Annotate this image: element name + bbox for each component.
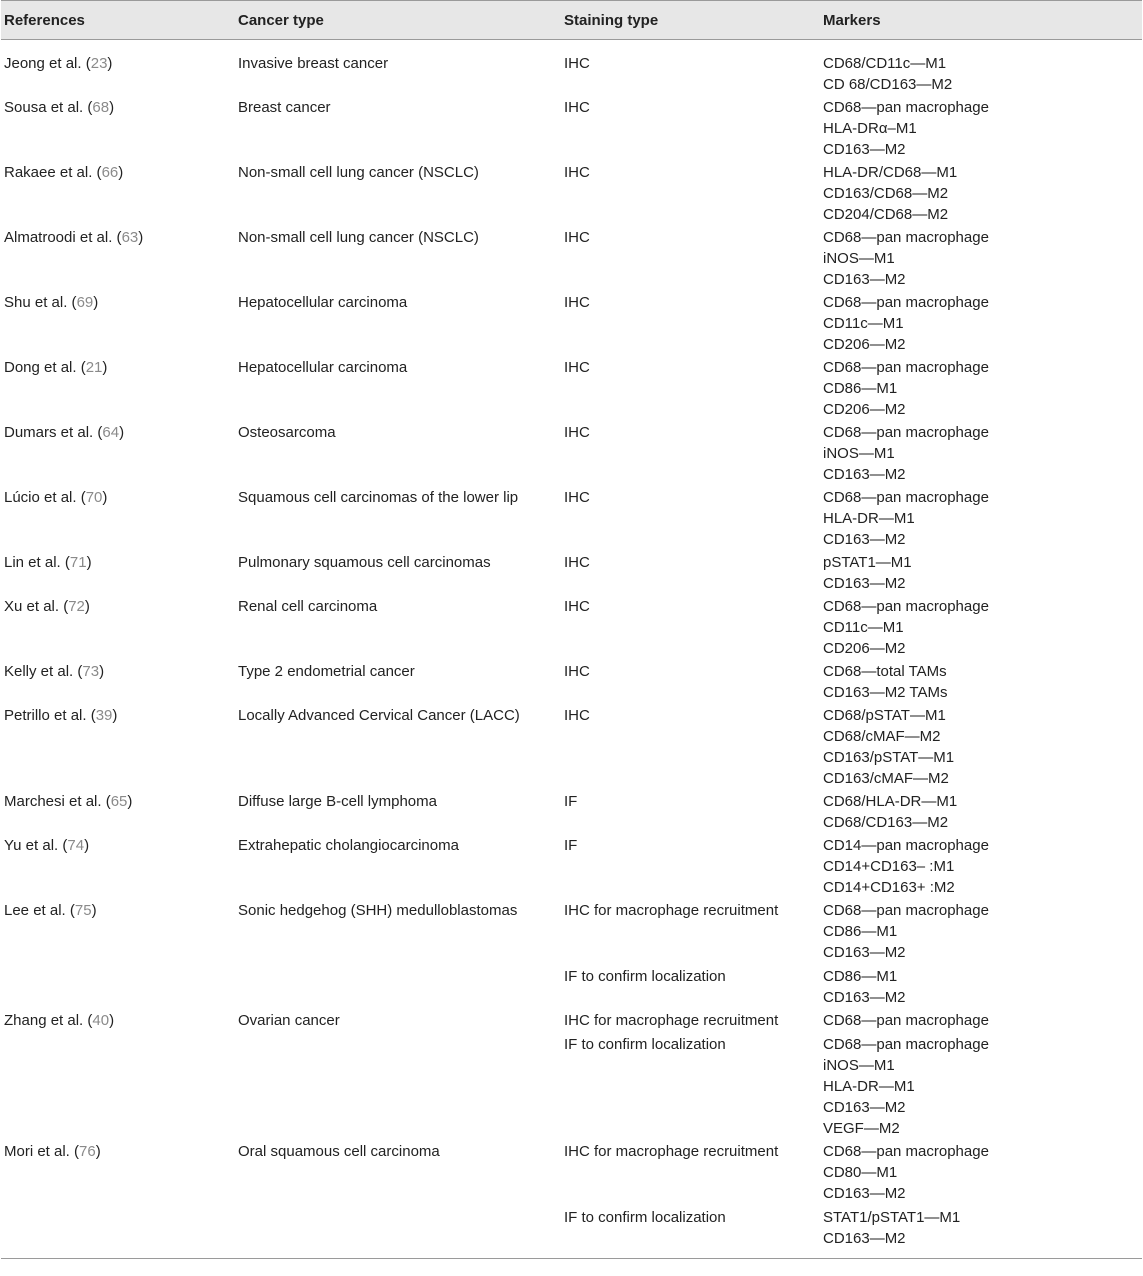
staining-type-cell: IHC [564,554,590,571]
reference-author: Yu et al. [4,837,59,854]
table-row [1,1008,1142,1031]
reference-author: Marchesi et al. [4,793,102,810]
reference-cell: Xu et al. (72) [4,598,90,615]
reference-number-link[interactable]: 40 [92,1012,110,1029]
marker-item: STAT1/pSTAT1—M1 [823,1209,961,1226]
marker-item: CD163—M2 [823,271,906,288]
marker-item: CD86—M1 [823,923,898,940]
reference-cell: Rakaee et al. (66) [4,164,124,181]
staining-type-cell: IHC [564,99,590,116]
staining-type-cell: IF [564,793,578,810]
reference-cell: Mori et al. (76) [4,1143,101,1160]
table-body [1,40,1142,1259]
marker-item: CD68—pan macrophage [823,1012,989,1029]
marker-item: CD68—pan macrophage [823,424,989,441]
cancer-type-cell: Pulmonary squamous cell carcinomas [238,554,491,571]
reference-number-link[interactable]: 63 [121,229,139,246]
marker-item: CD163/cMAF—M2 [823,770,949,787]
markers-cell [820,290,1142,355]
staining-type-cell: IHC [564,663,590,680]
table-row [1,963,1142,1008]
reference-cell: Marchesi et al. (65) [4,793,133,810]
marker-item: CD68—pan macrophage [823,359,989,376]
markers-cell [820,703,1142,789]
reference-cell: Lúcio et al. (70) [4,489,108,506]
table-row [1,789,1142,833]
staining-type-cell: IF to confirm localization [564,968,726,985]
marker-item: CD68—pan macrophage [823,99,989,116]
marker-item: CD163—M2 [823,1230,906,1247]
reference-author: Kelly et al. [4,663,74,680]
reference-number-link[interactable]: 64 [102,424,120,441]
marker-item: CD163/CD68—M2 [823,185,949,202]
marker-item: CD68/HLA-DR—M1 [823,793,958,810]
markers-cell [820,485,1142,550]
marker-item: CD68/cMAF—M2 [823,728,941,745]
staining-type-cell: IHC [564,359,590,376]
marker-item: CD11c—M1 [823,315,904,332]
table-row [1,1139,1142,1204]
table-row [1,1031,1142,1139]
reference-cell [1,1031,235,1139]
marker-item: CD86—M1 [823,968,898,985]
reference-cell [1,963,235,1008]
references-table [1,0,1142,1259]
marker-item: CD163—M2 [823,141,906,158]
table-header-row [1,1,1142,40]
cancer-type-cell: Breast cancer [238,99,331,116]
cancer-type-cell: Type 2 endometrial cancer [238,663,415,680]
table-row [1,355,1142,420]
markers-cell [820,420,1142,485]
staining-type-cell: IHC [564,294,590,311]
reference-cell: Dumars et al. (64) [4,424,125,441]
reference-author: Shu et al. [4,294,68,311]
cancer-type-cell: Non-small cell lung cancer (NSCLC) [238,164,479,181]
marker-item: CD14—pan macrophage [823,837,989,854]
reference-author: Petrillo et al. [4,707,87,724]
marker-item: CD204/CD68—M2 [823,206,949,223]
marker-item: CD163—M2 [823,531,906,548]
marker-item: CD68/CD11c—M1 [823,55,947,72]
table-row [1,594,1142,659]
marker-item: CD163—M2 [823,466,906,483]
reference-author: Zhang et al. [4,1012,84,1029]
markers-cell [820,789,1142,833]
marker-item: CD163—M2 [823,1099,906,1116]
reference-number-link[interactable]: 39 [95,707,113,724]
reference-cell: Jeong et al. (23) [4,55,113,72]
reference-author: Dumars et al. [4,424,94,441]
reference-cell: Petrillo et al. (39) [4,707,118,724]
staining-type-cell: IHC [564,598,590,615]
marker-item: CD206—M2 [823,401,906,418]
markers-cell [820,833,1142,898]
marker-item: VEGF—M2 [823,1120,900,1137]
staining-type-cell: IF to confirm localization [564,1209,726,1226]
reference-cell: Dong et al. (21) [4,359,108,376]
reference-number-link[interactable]: 68 [92,99,110,116]
reference-number-link[interactable]: 73 [82,663,100,680]
cancer-type-cell: Osteosarcoma [238,424,336,441]
marker-item: iNOS—M1 [823,1057,895,1074]
header-references: References [1,1,235,40]
reference-author: Lee et al. [4,902,66,919]
cancer-type-cell: Locally Advanced Cervical Cancer (LACC) [238,707,520,724]
cancer-type-cell: Non-small cell lung cancer (NSCLC) [238,229,479,246]
marker-item: CD 68/CD163—M2 [823,76,953,93]
header-staining-type: Staining type [561,1,820,40]
cancer-type-cell: Invasive breast cancer [238,55,389,72]
marker-item: CD68/CD163—M2 [823,814,949,831]
table-row [1,833,1142,898]
markers-cell [820,95,1142,160]
marker-item: CD163—M2 [823,944,906,961]
cancer-type-cell: Ovarian cancer [238,1012,340,1029]
cancer-type-cell [235,1031,561,1139]
marker-item: HLA-DR—M1 [823,1078,915,1095]
markers-cell [820,898,1142,963]
staining-type-cell: IHC [564,424,590,441]
marker-item: HLA-DRα–M1 [823,120,917,137]
markers-cell [820,594,1142,659]
reference-author: Rakaee et al. [4,164,93,181]
header-cancer-type: Cancer type [235,1,561,40]
cancer-type-cell: Diffuse large B-cell lymphoma [238,793,437,810]
markers-cell [820,1139,1142,1204]
cancer-type-cell: Renal cell carcinoma [238,598,378,615]
marker-item: CD14+CD163– :M1 [823,858,955,875]
reference-author: Lúcio et al. [4,489,77,506]
reference-cell: Lee et al. (75) [4,902,97,919]
reference-number-link[interactable]: 72 [68,598,85,615]
table-row [1,898,1142,963]
markers-cell [820,1008,1142,1031]
table-row [1,1204,1142,1259]
reference-number-link[interactable]: 71 [69,554,87,571]
markers-cell [820,659,1142,703]
reference-number-link[interactable]: 66 [101,164,119,181]
marker-item: CD68—pan macrophage [823,294,989,311]
reference-number-link[interactable]: 69 [76,294,94,311]
staining-type-cell: IF [564,837,578,854]
reference-cell: Sousa et al. (68) [4,99,115,116]
reference-number-link[interactable]: 70 [85,489,103,506]
table-row [1,40,1142,96]
marker-item: CD68—pan macrophage [823,1036,989,1053]
marker-item: CD11c—M1 [823,619,904,636]
staining-type-cell: IHC for macrophage recruitment [564,1012,779,1029]
reference-number-link[interactable]: 21 [85,359,103,376]
reference-cell: Lin et al. (71) [4,554,92,571]
markers-cell [820,355,1142,420]
reference-author: Xu et al. [4,598,60,615]
table-row [1,420,1142,485]
reference-author: Mori et al. [4,1143,70,1160]
table-row [1,225,1142,290]
marker-item: CD68—pan macrophage [823,902,989,919]
marker-item: CD68—pan macrophage [823,1143,989,1160]
staining-type-cell: IHC for macrophage recruitment [564,902,779,919]
markers-cell [820,550,1142,594]
marker-item: CD68—pan macrophage [823,489,989,506]
staining-type-cell: IHC [564,164,590,181]
table-row [1,550,1142,594]
markers-cell [820,963,1142,1008]
cancer-type-cell: Sonic hedgehog (SHH) medulloblastomas [238,902,518,919]
reference-cell: Kelly et al. (73) [4,663,105,680]
reference-author: Lin et al. [4,554,61,571]
markers-cell [820,40,1142,96]
marker-item: CD68—pan macrophage [823,229,989,246]
cancer-type-cell: Hepatocellular carcinoma [238,359,408,376]
markers-cell [820,1204,1142,1259]
marker-item: CD68—total TAMs [823,663,947,680]
marker-item: pSTAT1—M1 [823,554,912,571]
marker-item: CD68/pSTAT—M1 [823,707,946,724]
markers-cell [820,1031,1142,1139]
staining-type-cell: IHC [564,55,590,72]
staining-type-cell: IHC [564,707,590,724]
table-row [1,659,1142,703]
cancer-type-cell [235,1204,561,1259]
marker-item: iNOS—M1 [823,445,895,462]
staining-type-cell: IHC for macrophage recruitment [564,1143,779,1160]
cancer-type-cell: Extrahepatic cholangiocarcinoma [238,837,459,854]
marker-item: CD163/pSTAT—M1 [823,749,955,766]
marker-item: HLA-DR/CD68—M1 [823,164,958,181]
reference-number-link[interactable]: 76 [79,1143,96,1160]
reference-cell: Zhang et al. (40) [4,1012,115,1029]
reference-number-link[interactable]: 74 [67,837,85,854]
table-row [1,485,1142,550]
table-row [1,95,1142,160]
staining-type-cell: IHC [564,229,590,246]
marker-item: CD163—M2 [823,989,906,1006]
marker-item: iNOS—M1 [823,250,895,267]
header-markers: Markers [820,1,1142,40]
marker-item: CD206—M2 [823,640,906,657]
table-row [1,160,1142,225]
reference-author: Jeong et al. [4,55,82,72]
marker-item: CD163—M2 TAMs [823,684,948,701]
marker-item: CD80—M1 [823,1164,898,1181]
reference-cell: Shu et al. (69) [4,294,99,311]
cancer-type-cell: Hepatocellular carcinoma [238,294,408,311]
marker-item: CD86—M1 [823,380,898,397]
reference-cell: Yu et al. (74) [4,837,90,854]
marker-item: CD206—M2 [823,336,906,353]
markers-cell [820,225,1142,290]
marker-item: CD163—M2 [823,1185,906,1202]
marker-item: CD68—pan macrophage [823,598,989,615]
reference-number-link[interactable]: 23 [90,55,108,72]
reference-cell [1,1204,235,1259]
reference-cell: Almatroodi et al. (63) [4,229,144,246]
markers-cell [820,160,1142,225]
marker-item: HLA-DR—M1 [823,510,915,527]
reference-number-link[interactable]: 75 [74,902,92,919]
reference-number-link[interactable]: 65 [110,793,128,810]
reference-author: Dong et al. [4,359,77,376]
cancer-type-cell [235,963,561,1008]
marker-item: CD163—M2 [823,575,906,592]
table-row [1,703,1142,789]
reference-author: Sousa et al. [4,99,84,116]
cancer-type-cell: Squamous cell carcinomas of the lower lip [238,489,519,506]
table-row [1,290,1142,355]
staining-type-cell: IF to confirm localization [564,1036,726,1053]
reference-author: Almatroodi et al. [4,229,113,246]
marker-item: CD14+CD163+ :M2 [823,879,955,896]
cancer-type-cell: Oral squamous cell carcinoma [238,1143,440,1160]
staining-type-cell: IHC [564,489,590,506]
